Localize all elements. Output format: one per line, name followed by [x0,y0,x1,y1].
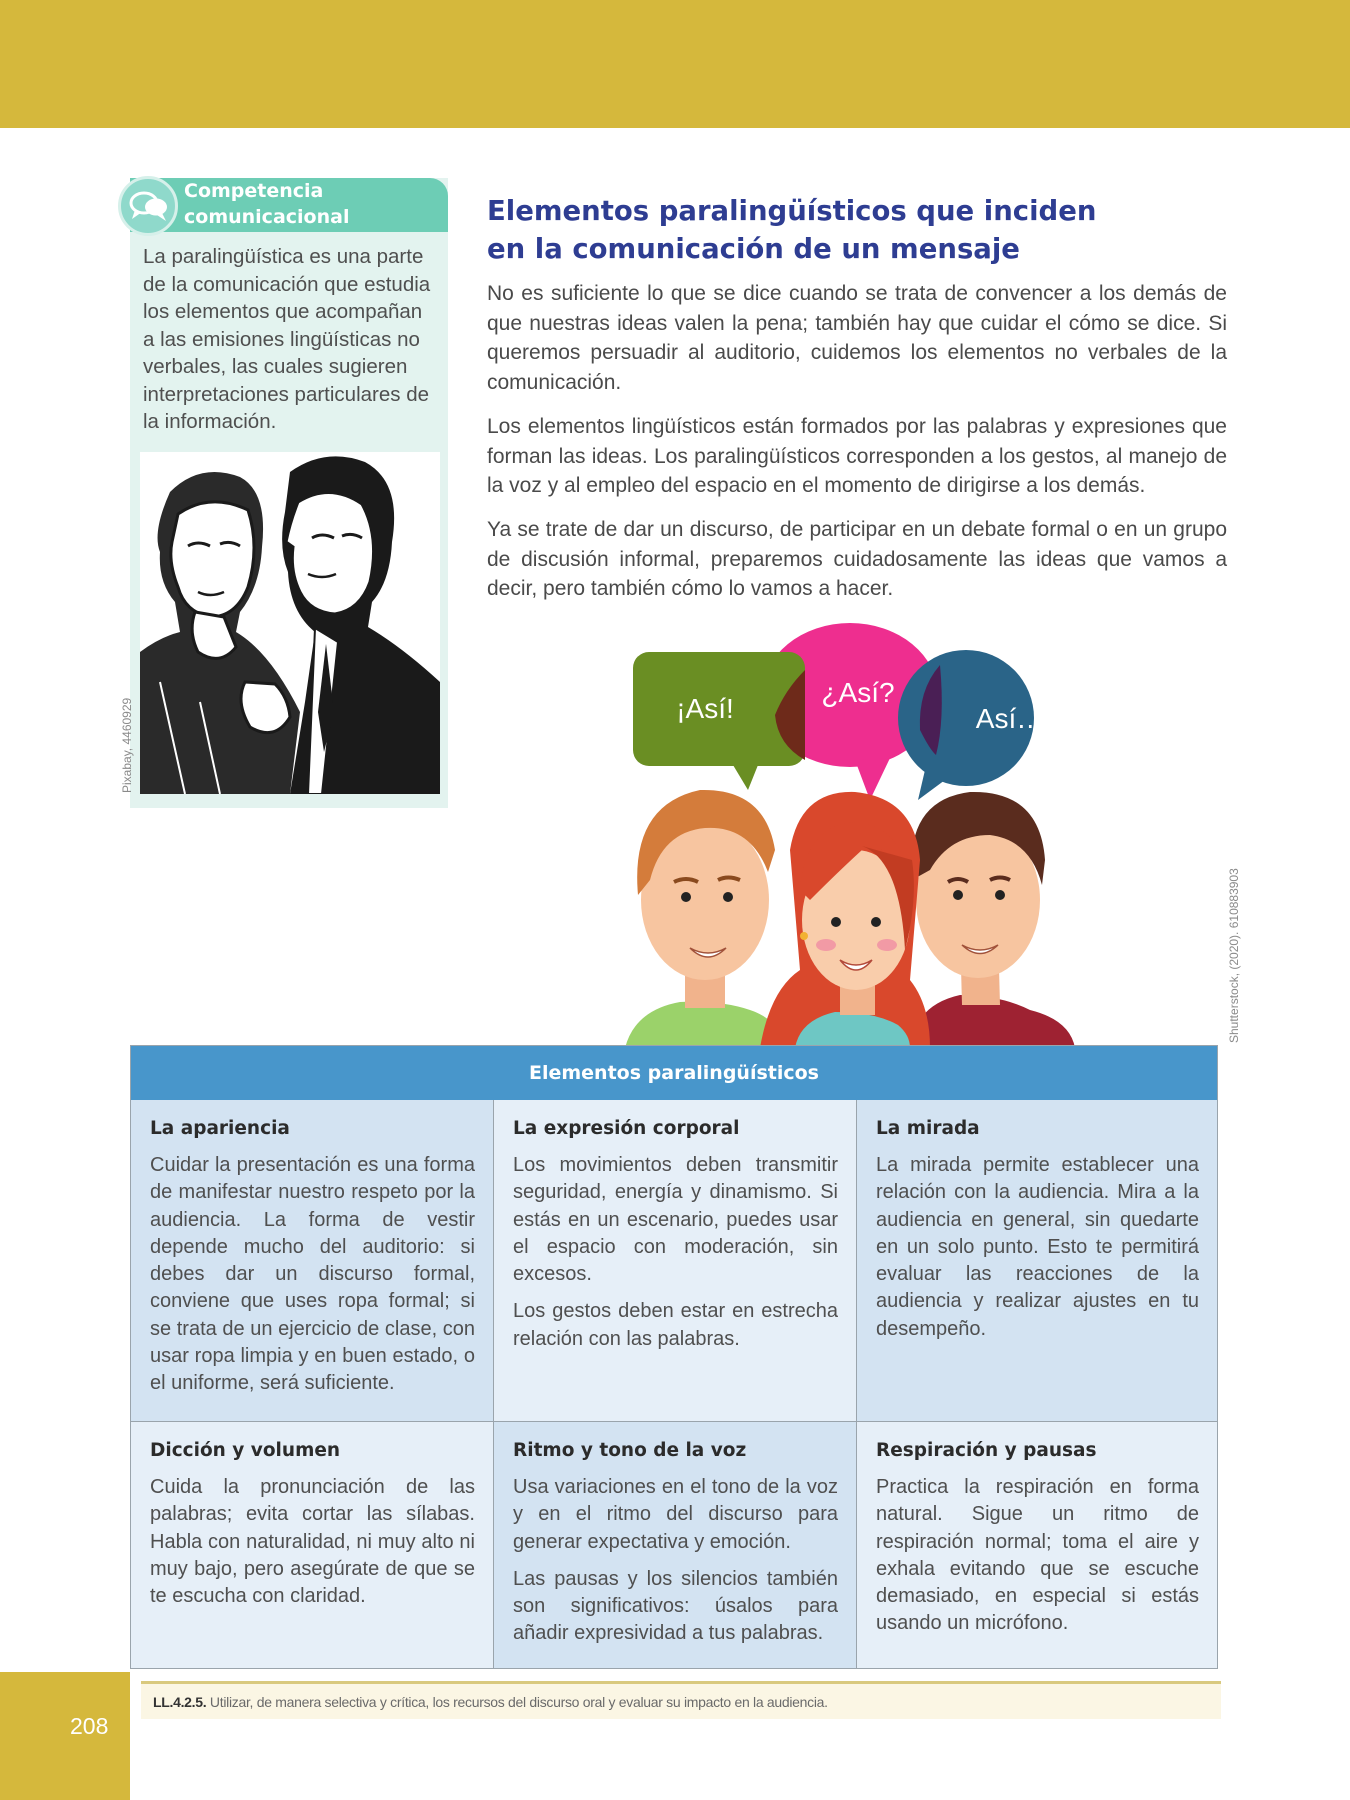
curriculum-text: Utilizar, de manera selectiva y crítica, los recursos del discurso oral y evaluar su impacto en la audiencia. [209,1694,828,1710]
table-cell-respiracion-pausas [857,1422,1217,1668]
image-credit-shutterstock: Shutterstock, (2020). 610883903 [1227,868,1241,1043]
table-cell-diccion-volumen [131,1422,493,1668]
table-divider [856,1100,857,1668]
cell-text: La mirada permite establecer una relación con la audiencia. Mira a la audiencia en general, sin quedarte en un solo punto. Esto te permitirá evaluar las reacciones de la audiencia y realizar ajustes en tu desempeño. [876,1154,1199,1340]
image-credit-pixabay: Pixabay, 4460929 [120,697,134,793]
cell-title: La expresión corporal [513,1118,740,1139]
table-divider [493,1100,494,1668]
cell-text: Cuida la pronunciación de las palabras; evita cortar las sílabas. Habla con naturalidad, ni muy alto ni muy bajo, pero asegúrate de que se te escucha con claridad. [150,1476,475,1608]
bubble-text-2: ¿Así? [821,677,895,708]
table-cell-mirada [857,1100,1217,1426]
cell-text: Usa variaciones en el tono de la voz y en el ritmo del discurso para generar expectativa y emoción. [513,1476,838,1553]
cell-title: Ritmo y tono de la voz [513,1440,747,1461]
cell-text: Los movimientos deben transmitir seguridad, energía y dinamismo. Si estás en un escenario, puedes usar el espacio con moderación, sin excesos. [513,1154,838,1286]
vintage-men-illustration [140,452,440,794]
curriculum-code: LL.4.2.5. [153,1694,207,1710]
bubble-text-3: Así… [975,703,1045,734]
competencia-title-line1: Competencia [184,180,324,202]
cell-text: Los gestos deben estar en estrecha relación con las palabras. [513,1300,838,1350]
speech-bubbles-icon [118,176,178,236]
table-divider [131,1421,1217,1422]
cell-text: Cuidar la presentación es una forma de manifestar nuestro respeto por la audiencia. La forma de vestir depende mucho del auditorio: si debes dar un discurso formal, conviene que uses ropa formal; si se trata de un ejercicio de clase, con usar ropa limpia y en buen estado, o el uniforme, será suficiente. [150,1154,475,1395]
table-title: Elementos paralingüísticos [131,1046,1217,1100]
cell-title: Respiración y pausas [876,1440,1097,1461]
curriculum-footer [153,1694,828,1710]
cell-title: La mirada [876,1118,980,1139]
article-title-line2: en la comunicación de un mensaje [487,233,1020,265]
table-cell-expresion-corporal [494,1100,856,1426]
page-number: 208 [70,1713,109,1739]
article-paragraph-1: No es suficiente lo que se dice cuando se trata de convencer a los demás de que nuestras ideas valen la pena; también hay que cuidar el cómo se dice. Si queremos persuadir al auditorio, cuidemos los elementos no verbales de la comunicación. [487,282,1227,394]
cell-title: Dicción y volumen [150,1440,341,1461]
cell-text: Practica la respiración en forma natural. Sigue un ritmo de respiración normal; toma el aire y exhala evitando que se escuche demasiado, en especial si estás usando un micrófono. [876,1476,1199,1635]
competencia-title [184,178,424,230]
article-title-line1: Elementos paralingüísticos que inciden [487,195,1097,227]
table-cell-ritmo-tono [494,1422,856,1668]
cell-title: La apariencia [150,1118,290,1139]
top-color-band [0,0,1350,128]
competencia-title-line2: comunicacional [184,206,350,228]
table-cell-apariencia [131,1100,493,1426]
paralinguistic-elements-table [130,1045,1218,1669]
page-number-tab [0,1672,130,1800]
competencia-text: La paralingüística es una parte de la comunicación que estudia los elementos que acompañan a las emisiones lingüísticas no verbales, las cuales sugieren interpretaciones particulares de la información. [143,245,431,433]
article-paragraph-2: Los elementos lingüísticos están formados por las palabras y expresiones que forman las ideas. Los paralingüísticos corresponden a los gestos, al manejo de la voz y al empleo del espacio en el momento de dirigirse a los demás. [487,415,1227,497]
bubble-text-1: ¡Así! [676,693,734,724]
article-paragraph-3: Ya se trate de dar un discurso, de participar en un debate formal o en un grupo de discusión informal, preparemos cuidadosamente las ideas que vamos a decir, pero también cómo lo vamos a hacer. [487,518,1227,600]
people-speech-illustration [600,610,1100,1048]
cell-text: Las pausas y los silencios también son significativos: úsalos para añadir expresividad a tus palabras. [513,1567,838,1645]
article-title [487,192,1247,268]
